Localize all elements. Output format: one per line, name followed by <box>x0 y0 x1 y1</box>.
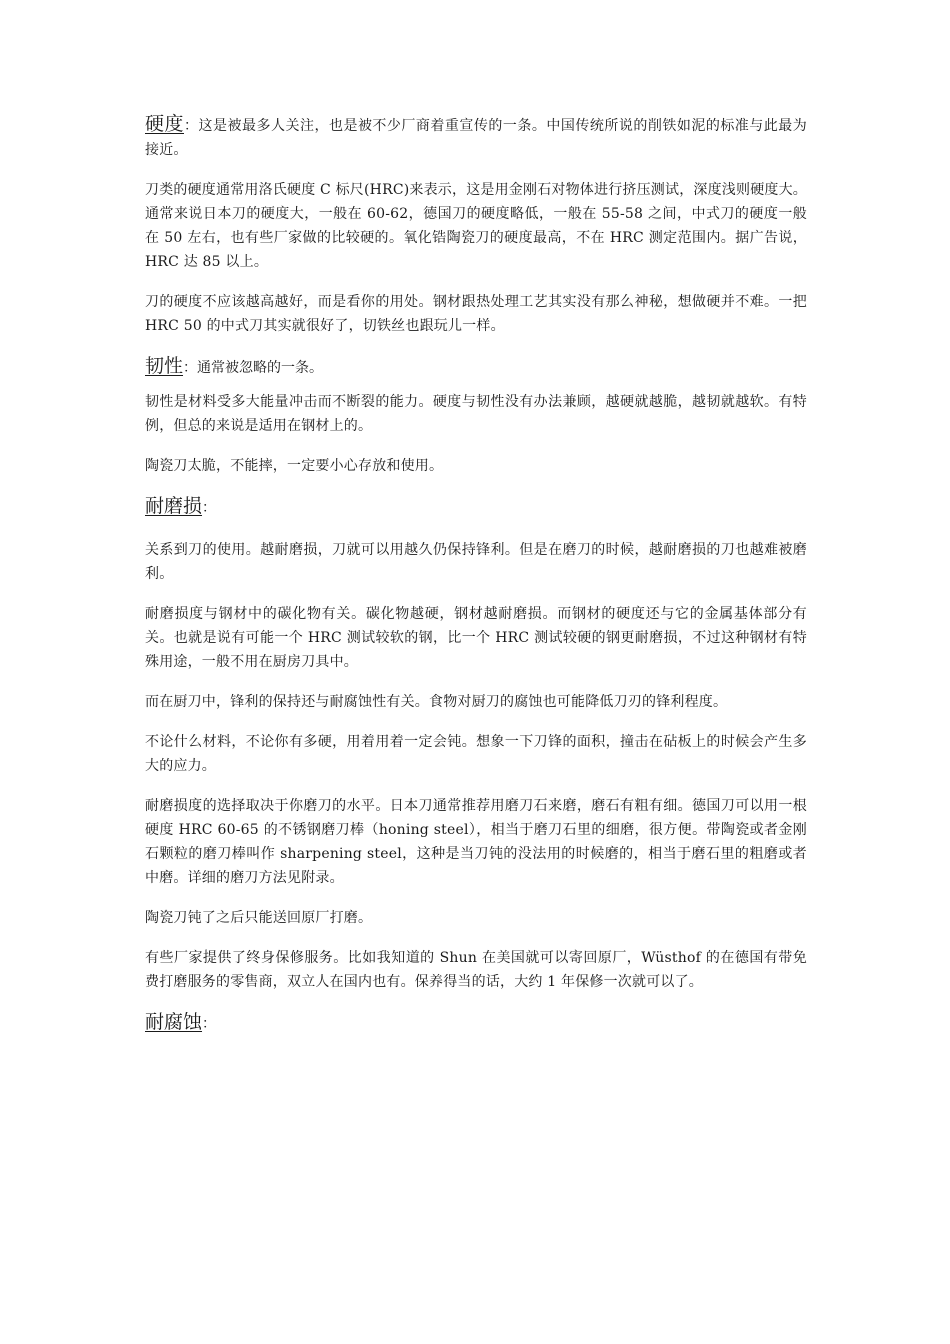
wear-paragraph-3: 而在厨刀中，锋利的保持还与耐腐蚀性有关。食物对厨刀的腐蚀也可能降低刀刃的锋利程度。 <box>145 694 728 710</box>
wear-paragraph-7: 有些厂家提供了终身保修服务。比如我知道的 Shun 在美国就可以寄回原厂，Wüsthof 的在德国有带免费打磨服务的零售商，双立人在国内也有。保养得当的话，大约 1 年保修一次就可以了。 <box>145 950 807 990</box>
document-body <box>145 112 807 1038</box>
wear-paragraph-6: 陶瓷刀钝了之后只能送回原厂打磨。 <box>145 910 373 926</box>
wear-paragraph-1: 关系到刀的使用。越耐磨损，刀就可以用越久仍保持锋利。但是在磨刀的时候，越耐磨损的刀也越难被磨利。 <box>145 542 807 582</box>
hardness-intro-text: ：这是被最多人关注，也是被不少厂商着重宣传的一条。中国传统所说的削铁如泥的标准与此最为接近。 <box>145 118 807 158</box>
heading-wear: 耐磨损 <box>145 495 203 517</box>
wear-heading-colon: ： <box>202 500 217 516</box>
corrosion-heading-colon: ： <box>202 1016 217 1032</box>
section-hardness-intro <box>145 112 807 162</box>
wear-paragraph-2: 耐磨损度与钢材中的碳化物有关。碳化物越硬，钢材越耐磨损。而钢材的硬度还与它的金属基体部分有关。也就是说有可能一个 HRC 测试较软的钢，比一个 HRC 测试较硬的钢更耐磨损，不过这种钢材有特殊用途，一般不用在厨房刀具中。 <box>145 606 807 670</box>
toughness-paragraph-2: 陶瓷刀太脆，不能摔，一定要小心存放和使用。 <box>145 458 444 474</box>
wear-paragraph-5: 耐磨损度的选择取决于你磨刀的水平。日本刀通常推荐用磨刀石来磨，磨石有粗有细。德国刀可以用一根硬度 HRC 60-65 的不锈钢磨刀棒（honing steel），相当于磨刀石里的细磨，很方便。带陶瓷或者金刚石颗粒的磨刀棒叫作 sharpening steel，这种是当刀钝的没法用的时候磨的，相当于磨石里的粗磨或者中磨。详细的磨刀方法见附录。 <box>145 798 807 886</box>
heading-corrosion: 耐腐蚀 <box>145 1011 203 1033</box>
hardness-paragraph-2: 刀的硬度不应该越高越好，而是看你的用处。钢材跟热处理工艺其实没有那么神秘，想做硬并不难。一把 HRC 50 的中式刀其实就很好了，切铁丝也跟玩儿一样。 <box>145 294 807 334</box>
toughness-intro-text: ：通常被忽略的一条。 <box>183 360 324 376</box>
hardness-paragraph-1: 刀类的硬度通常用洛氏硬度 C 标尺(HRC)来表示，这是用金刚石对物体进行挤压测试，深度浅则硬度大。通常来说日本刀的硬度大，一般在 60-62，德国刀的硬度略低，一般在 55-58 之间，中式刀的硬度一般在 50 左右，也有些厂家做的比较硬的。氧化锆陶瓷刀的硬度最高，不在 HRC 测定范围内。据广告说，HRC 达 85 以上。 <box>145 182 807 270</box>
toughness-paragraph-1: 韧性是材料受多大能量冲击而不断裂的能力。硬度与韧性没有办法兼顾，越硬就越脆，越韧就越软。有特例，但总的来说是适用在钢材上的。 <box>145 394 807 434</box>
section-toughness-heading <box>145 352 807 382</box>
wear-paragraph-4: 不论什么材料，不论你有多硬，用着用着一定会钝。想象一下刀锋的面积，撞击在砧板上的时候会产生多大的应力。 <box>145 734 807 774</box>
heading-toughness: 韧性 <box>145 355 184 377</box>
section-corrosion-heading <box>145 1008 807 1038</box>
heading-hardness: 硬度 <box>145 113 184 135</box>
section-wear-heading <box>145 492 807 522</box>
